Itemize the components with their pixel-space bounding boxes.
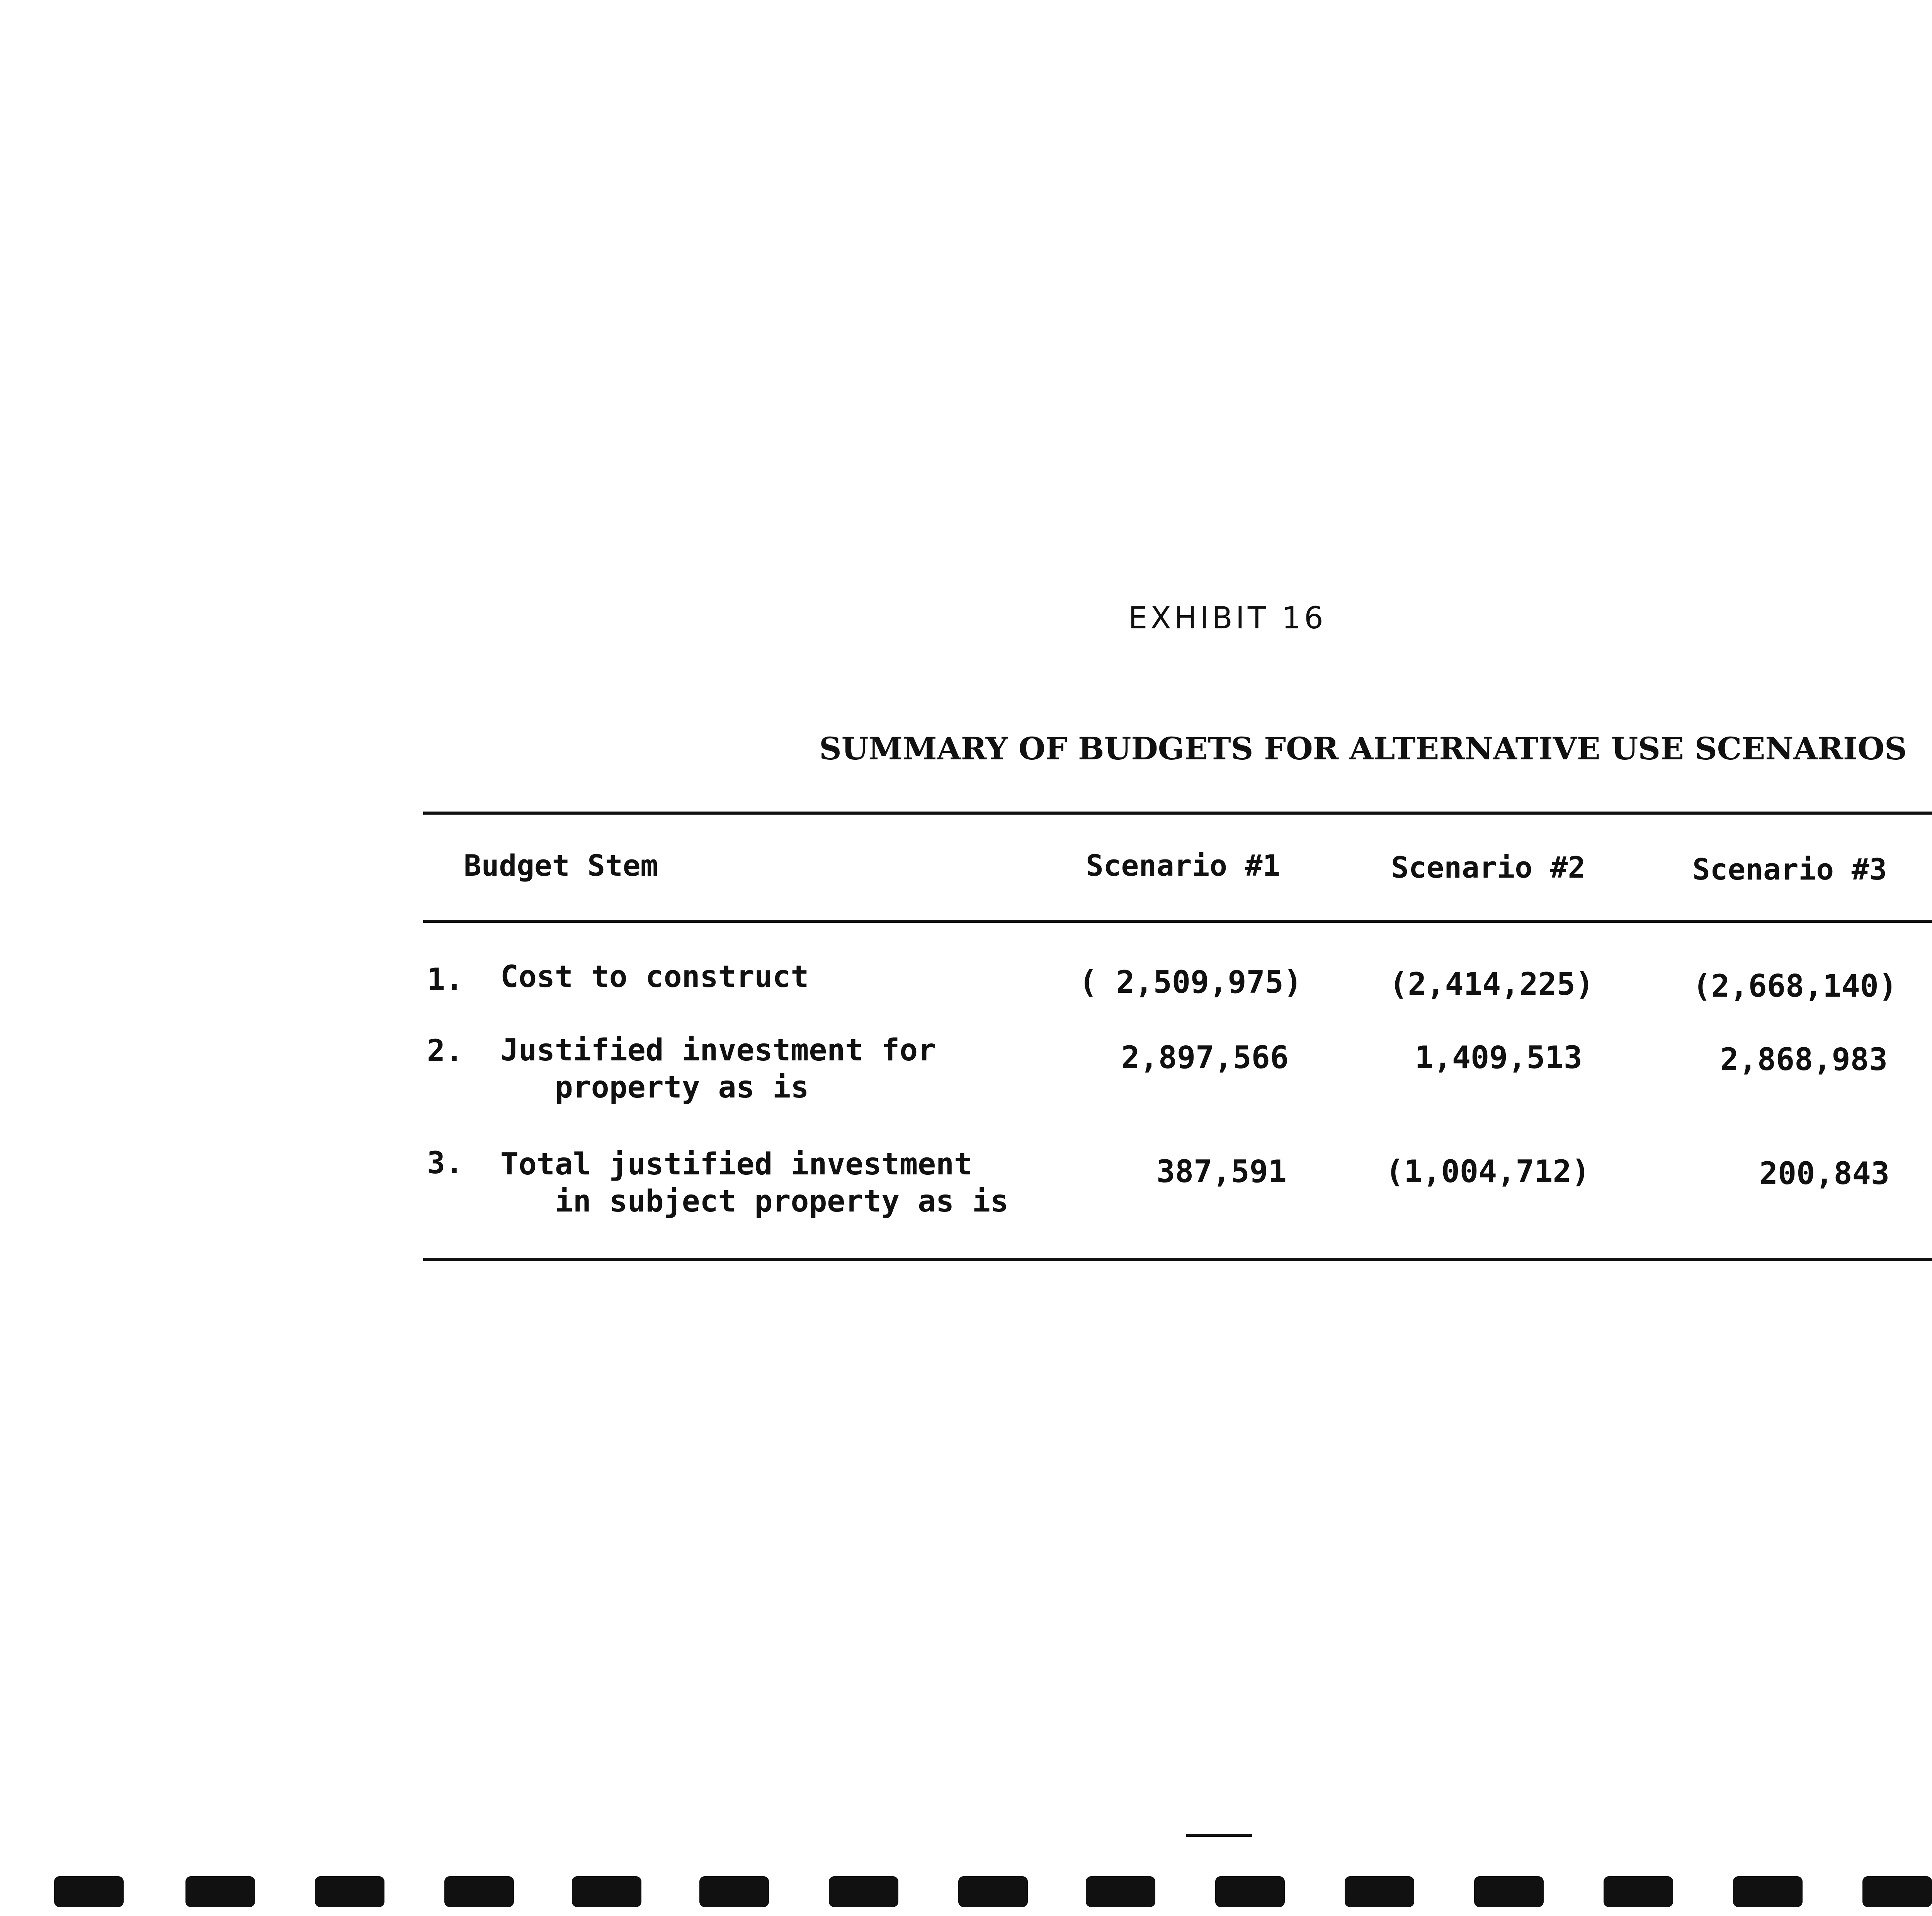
row-label: Total justified investment in subject property as is xyxy=(500,1147,1009,1219)
table-cell: 2,897,566 xyxy=(1121,1040,1289,1075)
table-cell: ( 2,509,975) xyxy=(1079,964,1302,1000)
table-cell: 1,409,513 xyxy=(1415,1040,1582,1075)
table-top-rule xyxy=(423,812,1932,815)
scan-edge-mark xyxy=(315,1876,384,1907)
column-header-scenario-3: Scenario #3 xyxy=(1692,852,1887,887)
exhibit-title: EXHIBIT 16 xyxy=(1128,601,1327,636)
table-cell: (2,414,225) xyxy=(1389,966,1594,1002)
scan-edge-mark xyxy=(185,1876,255,1907)
header-bottom-rule xyxy=(423,920,1932,923)
scan-edge-mark xyxy=(1733,1876,1803,1907)
scan-edge-mark xyxy=(829,1876,898,1907)
row-number: 2. xyxy=(427,1034,463,1069)
scan-edge-mark xyxy=(444,1876,514,1907)
scan-edge-mark xyxy=(1604,1876,1673,1907)
table-cell: (2,668,140) xyxy=(1692,968,1897,1004)
row-label: Cost to construct xyxy=(500,960,809,994)
scan-edge-mark xyxy=(958,1876,1028,1907)
row-number: 3. xyxy=(427,1146,463,1181)
row-label: Justified investment for property as is xyxy=(500,1033,936,1105)
column-header-scenario-2: Scenario #2 xyxy=(1391,850,1586,885)
column-header-budget-item: Budget Stem xyxy=(464,848,658,883)
table-cell: 200,843 xyxy=(1759,1155,1889,1191)
table-cell: 387,591 xyxy=(1156,1154,1287,1189)
scan-edge-mark xyxy=(1215,1876,1285,1907)
table-bottom-rule xyxy=(423,1258,1932,1261)
scan-edge-mark xyxy=(1862,1876,1932,1907)
row-number: 1. xyxy=(427,962,463,997)
table-cell: 2,868,983 xyxy=(1720,1041,1888,1077)
scan-edge-mark xyxy=(572,1876,641,1907)
decorative-rule xyxy=(1186,1834,1252,1837)
scan-edge-mark xyxy=(1086,1876,1155,1907)
table-title: SUMMARY OF BUDGETS FOR ALTERNATIVE USE SCENARIOS xyxy=(819,730,1907,767)
column-header-scenario-1: Scenario #1 xyxy=(1086,848,1281,883)
table-cell: (1,004,712) xyxy=(1385,1154,1590,1189)
scan-edge-mark xyxy=(54,1876,124,1907)
scan-edge-mark xyxy=(1345,1876,1414,1907)
scan-edge-mark xyxy=(1474,1876,1544,1907)
scan-edge-mark xyxy=(699,1876,769,1907)
